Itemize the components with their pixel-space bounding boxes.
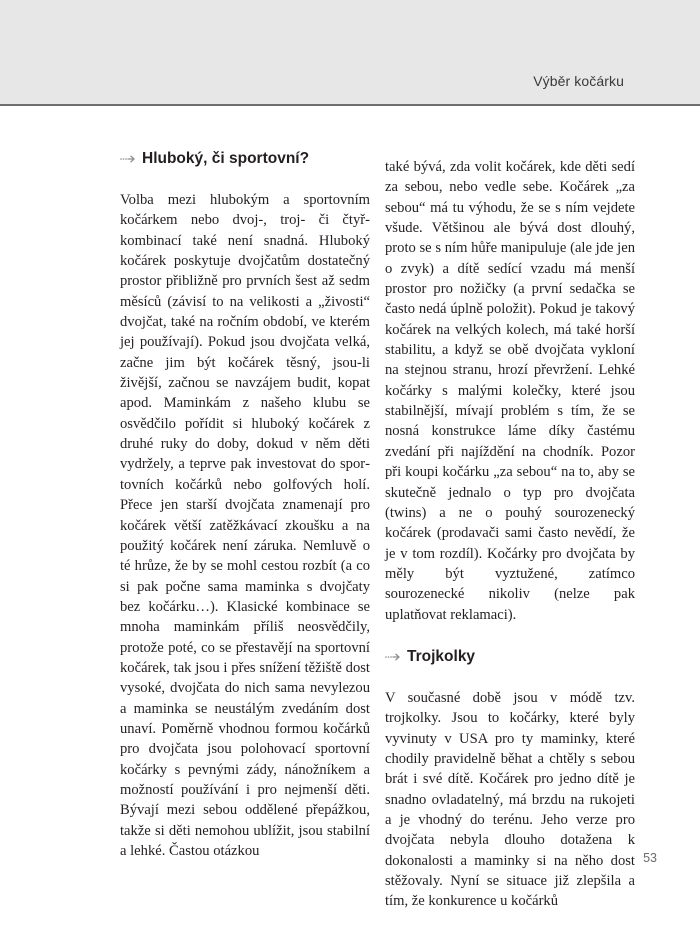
section-heading-hluboky bbox=[120, 150, 370, 168]
left-column bbox=[120, 150, 370, 861]
right-column bbox=[385, 157, 635, 912]
section-heading-trojkolky bbox=[385, 648, 635, 666]
page-number: 53 bbox=[643, 851, 657, 865]
body-paragraph: V současné době jsou v módě tzv. trojkolky. Jsou to kočárky, které byly vyvinuty v USA pro ty maminky, které chodily pravidelně běhat a chtěly s sebou brát i své dítě. Kočárek pro jedno dítě je snadno ovladatelný, má brzdu na rukojeti a je vhodný do terénu. Jeho verze pro dvojčata nebyla dlouho dotažena k dokonalosti a maminky si na něho dost stěžovaly. Nyní se situace již zlepšila a tím, že konkurence u kočárků bbox=[385, 689, 635, 910]
header-band bbox=[0, 0, 700, 106]
dotted-arrow-icon bbox=[385, 652, 401, 662]
body-paragraph: také bývá, zda volit kočárek, kde děti sedí za sebou, nebo vedle sebe. Kočárek „za sebou“ má tu výhodu, že se s ním vejdete všude. Většinou ale bývá dost dlouhý, proto se s ním hůře manipuluje (ale jde jen o zvyk) a dítě sedící vzadu má menší prostor pro nožičky (a první sedačka se často nedá úplně položit). Pokud je takový kočárek na velkých kolech, má také horší stabilitu, a když se obě dvojčata vykloní na stejnou stranu, hrozí převržení. Lehké kočárky s malými kolečky, které jsou stabilnější, mívají problém s tím, že se nosná konstrukce láme díky častému zvedání při najíždění na chodník. Pozor při koupi kočárku „za sebou“ na to, aby se skutečně jednalo o typ pro dvojčata (twins) a ne o pouhý sourozenecký kočárek (prodavači sami často nevědí, že je v tom rozdíl). Kočárky pro dvojčata by měly být vyztužené, zatímco sourozenecké nikoliv (nelze pak uplatňovat reklamaci). bbox=[385, 159, 635, 623]
dotted-arrow-icon bbox=[120, 154, 136, 164]
section-heading-text: Trojkolky bbox=[407, 647, 476, 665]
running-head: Výběr kočárku bbox=[533, 73, 624, 89]
body-paragraph: Volba mezi hlubokým a sportovním kočárkem nebo dvoj-, troj- či čtyřkombinací také není snadná. Hluboký kočárek poskytuje dvojčatům dostatečný prostor přibližně pro prvních šest až sedm měsíců (závisí to na velikosti a „živosti“ dvojčat, také na ročním období, ve kterém jej používají). Pokud jsou dvojčata velká, začne jim být kočárek těsný, jsou-li živější, začnou se navzájem budit, kopat apod. Maminkám z našeho klubu se osvědčilo pořídit si hluboký kočárek z druhé ruky do doby, dokud v něm děti vydržely, a teprve pak investovat do sportovních kočárků nebo golfových holí. Přece jen starší dvojčata znamenají pro kočárek větší zatěžkávací zkoušku a na použitý kočárek není záruka. Nemluvě o té hrůze, že by se mohl cestou rozbít (a co si pak počne sama maminka s dvojčaty bez kočárku…). Klasické kombinace se mnoha maminkám příliš neosvědčily, protože poté, co se přestavějí na sportovní kočárek, tak jsou i přes snížení těžiště dost vysoké, dvojčata do nich sama nevylezou a maminka se neustálým zvedáním dost unaví. Poměrně vhodnou formou kočárků pro dvojčata jsou polohovací sportovní kočárky s pevnými zády, nánožníkem a možností používání i pro nejmenší děti. Bývají mezi sebou oddělené přepážkou, takže si děti nemohou ublížit, jsou stabilní a lehké. Častou otázkou bbox=[120, 192, 370, 859]
section-heading-text: Hluboký, či sportovní? bbox=[142, 150, 310, 167]
